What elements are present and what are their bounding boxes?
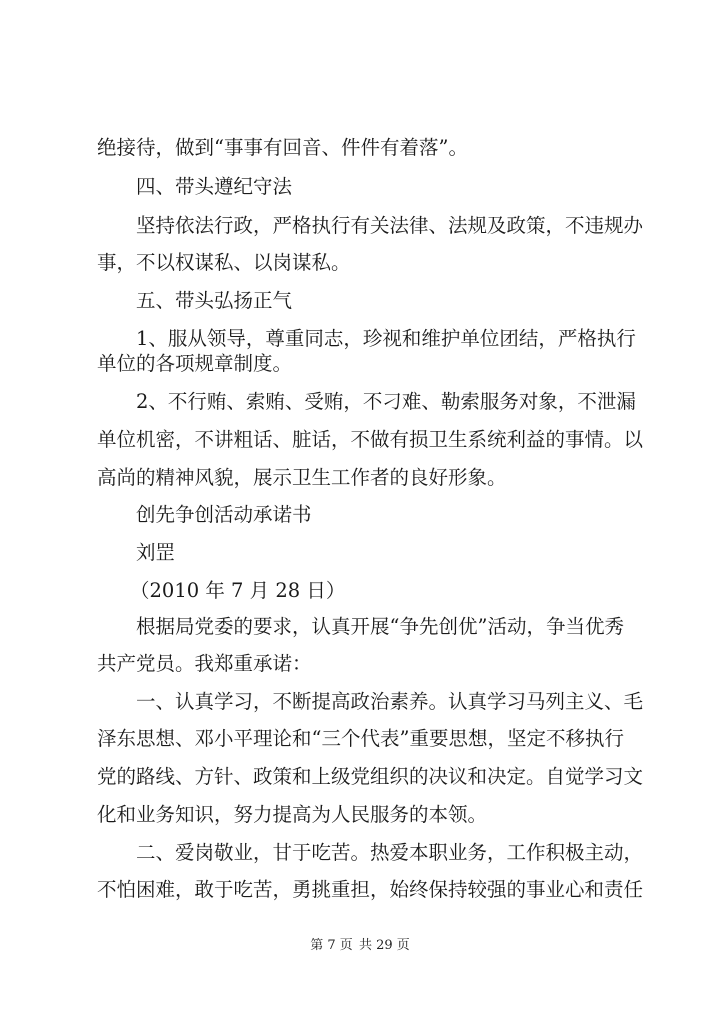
text-line: 绝接待，做到“事事有回音、件件有着落”。 [97,136,468,159]
text-line: 单位机密，不讲粗话、脏话，不做有损卫生系统利益的事情。以 [97,428,644,451]
subtitle: 创先争创活动承诺书 [136,503,312,526]
text-line: 不怕困难，敢于吃苦，勇挑重担，始终保持较强的事业心和责任 [97,878,644,901]
page-number: 第 7 页 [310,938,353,953]
text-line: 高尚的精神风貌，展示卫生工作者的良好形象。 [97,466,507,489]
text-line: 党的路线、方针、政策和上级党组织的决议和决定。自觉学习文 [97,765,644,788]
page-footer [0,937,720,955]
text-line: 泽东思想、邓小平理论和“三个代表”重要思想，坚定不移执行 [97,727,624,750]
page-total: 共 29 页 [358,938,410,953]
text-line: 事，不以权谋私、以岗谋私。 [97,251,351,274]
author-name: 刘罡 [136,541,176,564]
text-line: 1、服从领导，尊重同志，珍视和维护单位团结，严格执行 [136,327,636,350]
document-date: （2010 年 7 月 28 日） [130,579,346,602]
text-line: 化和业务知识，努力提高为人民服务的本领。 [97,803,488,826]
text-line: 2、不行贿、索贿、受贿，不刁难、勒索服务对象，不泄漏 [136,390,636,413]
section-heading: 五、带头弘扬正气 [136,289,293,312]
text-line: 坚持依法行政，严格执行有关法律、法规及政策，不违规办 [136,214,644,237]
text-line: 根据局党委的要求，认真开展“争先创优”活动，争当优秀 [136,615,624,638]
text-line: 二、爱岗敬业，甘于吃苦。热爱本职业务，工作积极主动， [136,841,644,864]
text-line: 一、认真学习，不断提高政治素养。认真学习马列主义、毛 [136,690,644,713]
section-heading: 四、带头遵纪守法 [136,175,293,198]
text-line: 共产党员。我郑重承诺： [97,652,312,675]
text-line: 单位的各项规章制度。 [97,352,293,375]
